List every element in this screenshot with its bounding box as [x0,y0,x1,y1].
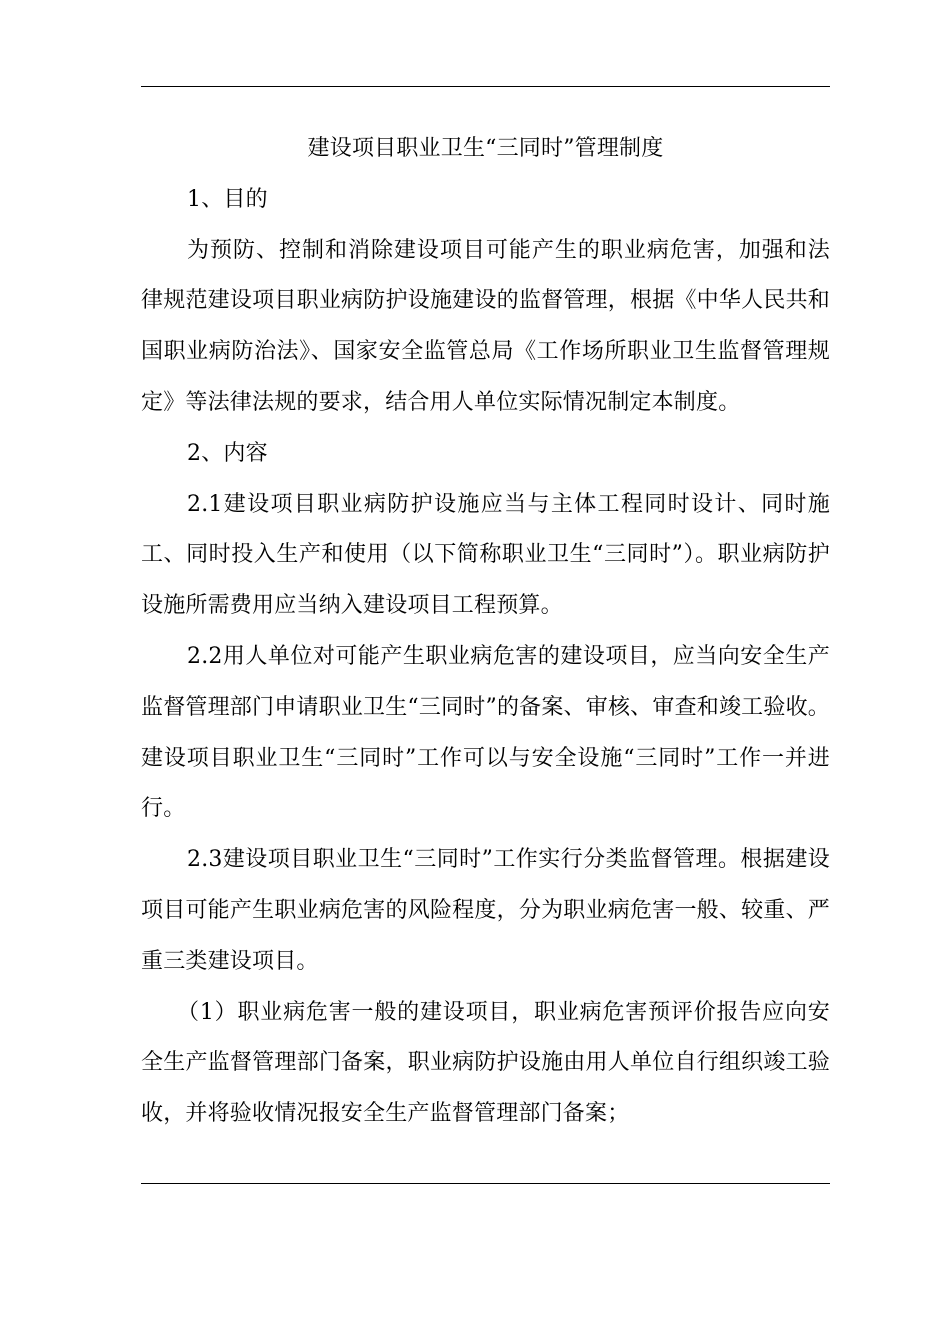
paragraph-2-1: 2.1建设项目职业病防护设施应当与主体工程同时设计、同时施工、同时投入生产和使用（以下简称职业卫生“三同时”）。职业病防护设施所需费用应当纳入建设项目工程预算。 [141,491,830,619]
paragraph-purpose: 为预防、控制和消除建设项目可能产生的职业病危害，加强和法律规范建设项目职业病防护设施建设的监督管理，根据《中华人民共和国职业病防治法》、国家安全监管总局《工作场所职业卫生监督管理规定》等法律法规的要求，结合用人单位实际情况制定本制度。 [141,237,830,415]
paragraph-item-1: （1）职业病危害一般的建设项目，职业病危害预评价报告应向安全生产监督管理部门备案，职业病防护设施由用人单位自行组织竣工验收，并将验收情况报安全生产监督管理部门备案； [141,999,830,1127]
section-heading-content: 2、内容 [187,440,268,466]
footer-rule [141,1183,830,1184]
header-rule [141,86,830,87]
paragraph-2-3: 2.3建设项目职业卫生“三同时”工作实行分类监督管理。根据建设项目可能产生职业病危害的风险程度，分为职业病危害一般、较重、严重三类建设项目。 [141,847,830,974]
section-heading-purpose: 1、目的 [187,186,268,212]
document-body [141,124,830,1140]
paragraph-2-2: 2.2用人单位对可能产生职业病危害的建设项目，应当向安全生产监督管理部门申请职业卫生“三同时”的备案、审核、审查和竣工验收。建设项目职业卫生“三同时”工作可以与安全设施“三同时”工作一并进行。 [141,643,830,822]
document-title: 建设项目职业卫生“三同时”管理制度 [307,136,664,161]
